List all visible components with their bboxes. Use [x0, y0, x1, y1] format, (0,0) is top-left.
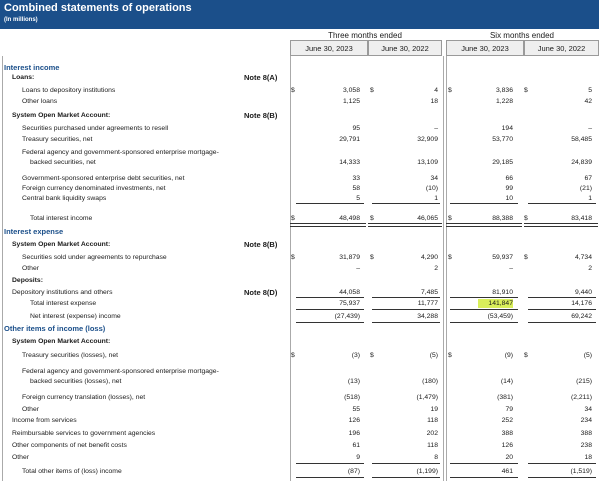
currency-symbol: $: [291, 215, 295, 222]
cell-value: 67: [584, 175, 592, 182]
cell-value: 2: [434, 265, 438, 272]
currency-symbol: $: [370, 215, 374, 222]
column-separator: [443, 56, 444, 481]
group-header-six-months: Six months ended: [489, 31, 555, 40]
subtotal-rule: [528, 297, 596, 298]
subtotal-rule: [450, 203, 518, 204]
cell-value: 7,485: [420, 289, 438, 296]
cell-value: –: [509, 265, 513, 272]
group-header-three-months: Three months ended: [328, 31, 402, 40]
subtotal-rule: [450, 309, 518, 310]
cell-value: 33: [352, 175, 360, 182]
currency-symbol: $: [291, 254, 295, 261]
cell-value: 34: [584, 406, 592, 413]
total-rule: [372, 477, 440, 478]
subtotal-rule: [372, 203, 440, 204]
row-label-net: Net interest (expense) income: [30, 313, 121, 320]
row-label: Reimbursable services to government agencies: [12, 430, 156, 437]
subtotal-rule: [296, 463, 364, 464]
cell-value: 18: [584, 454, 592, 461]
currency-symbol: $: [448, 215, 452, 222]
statement-subtitle: (In millions): [4, 17, 38, 23]
subtotal-rule: [296, 322, 364, 323]
cell-value: 19: [430, 406, 438, 413]
subtotal-rule: [528, 463, 596, 464]
row-label: Other loans: [22, 98, 58, 105]
cell-value: 4,734: [574, 254, 592, 261]
subtotal-rule: [372, 463, 440, 464]
currency-symbol: $: [448, 87, 452, 94]
cell-value: 234: [580, 417, 592, 424]
cell-value: 5: [356, 195, 360, 202]
cell-value: 10: [505, 195, 513, 202]
subtotal-rule: [372, 322, 440, 323]
row-label: Treasury securities (losses), net: [22, 352, 119, 359]
row-label: Securities purchased under agreements to resell: [22, 125, 169, 132]
cell-value: (5): [429, 352, 438, 359]
cell-value: (381): [497, 394, 513, 401]
cell-value: 13,109: [417, 159, 438, 166]
cell-value: (518): [344, 394, 360, 401]
subtotal-rule: [296, 297, 364, 298]
cell-value: 14,176: [571, 300, 592, 307]
cell-value: 75,937: [339, 300, 360, 307]
currency-symbol: $: [291, 87, 295, 94]
currency-symbol: $: [370, 352, 374, 359]
cell-value: 2: [588, 265, 592, 272]
cell-value: 44,058: [339, 289, 360, 296]
currency-symbol: $: [524, 254, 528, 261]
cell-value: 4,290: [420, 254, 438, 261]
column-header: June 30, 2023: [290, 40, 368, 56]
cell-value: 9: [356, 454, 360, 461]
cell-value: –: [588, 125, 592, 132]
subtotal-rule: [528, 203, 596, 204]
cell-value: 118: [427, 417, 438, 424]
cell-value: 3,836: [495, 87, 513, 94]
cell-value: (180): [422, 378, 438, 385]
row-label: Other: [12, 454, 29, 461]
row-label: Income from services: [12, 417, 77, 424]
row-label: Other: [22, 406, 39, 413]
cell-value: 238: [580, 442, 592, 449]
cell-value: 42: [584, 98, 592, 105]
cell-value: 1: [588, 195, 592, 202]
cell-value: (3): [351, 352, 360, 359]
cell-value: 14,333: [339, 159, 360, 166]
cell-value: 31,879: [339, 254, 360, 261]
cell-value: (21): [579, 185, 592, 192]
section-heading-interest-expense: Interest expense: [4, 227, 64, 236]
cell-value: (13): [347, 378, 360, 385]
cell-value: (27,439): [334, 313, 360, 320]
row-label-loans: Loans:: [12, 74, 35, 81]
total-double-rule: [290, 223, 366, 227]
cell-value: 3,058: [342, 87, 360, 94]
column-header: June 30, 2023: [446, 40, 524, 56]
cell-value: 34,288: [417, 313, 438, 320]
row-label-total: Total interest income: [30, 215, 93, 222]
cell-value: 29,185: [492, 159, 513, 166]
cell-value: 81,910: [492, 289, 513, 296]
cell-value: 66: [505, 175, 513, 182]
cell-value: 5: [588, 87, 592, 94]
subtotal-rule: [372, 297, 440, 298]
subtotal-rule: [450, 322, 518, 323]
cell-value: (1,199): [416, 468, 438, 475]
total-rule: [450, 477, 518, 478]
currency-symbol: $: [291, 352, 295, 359]
total-double-rule: [524, 223, 598, 227]
title-banner: [0, 0, 599, 29]
cell-value: (87): [347, 468, 360, 475]
row-label: Depository institutions and others: [12, 289, 113, 296]
cell-value: 18: [430, 98, 438, 105]
cell-value: 83,418: [571, 215, 592, 222]
column-separator: [446, 56, 447, 481]
currency-symbol: $: [524, 215, 528, 222]
cell-value: 32,909: [417, 136, 438, 143]
row-label: Treasury securities, net: [22, 136, 93, 143]
cell-value: (2,211): [570, 394, 592, 401]
column-header: June 30, 2022: [368, 40, 442, 56]
row-label-soma: System Open Market Account:: [12, 112, 111, 119]
cell-value: 61: [352, 442, 360, 449]
column-separator: [2, 56, 3, 481]
subtotal-rule: [296, 203, 364, 204]
row-label: backed securities, net: [30, 159, 96, 166]
note-reference: Note 8(B): [244, 240, 278, 249]
row-label: Other: [22, 265, 39, 272]
cell-value: 58: [352, 185, 360, 192]
currency-symbol: $: [448, 254, 452, 261]
subtotal-rule: [450, 297, 518, 298]
total-double-rule: [368, 223, 442, 227]
cell-value: 46,065: [417, 215, 438, 222]
row-label: Other components of net benefit costs: [12, 442, 127, 449]
cell-value: 126: [348, 417, 360, 424]
row-label-total: Total interest expense: [30, 300, 97, 307]
currency-symbol: $: [524, 87, 528, 94]
column-header: June 30, 2022: [524, 40, 599, 56]
cell-value: 202: [426, 430, 438, 437]
cell-value: 388: [501, 430, 513, 437]
cell-value: 1: [434, 195, 438, 202]
cell-value: (1,519): [570, 468, 592, 475]
cell-value: –: [356, 265, 360, 272]
cell-value: 55: [352, 406, 360, 413]
cell-value: 126: [501, 442, 513, 449]
cell-value: (9): [504, 352, 513, 359]
row-label-soma: System Open Market Account:: [12, 338, 111, 345]
cell-value: 99: [505, 185, 513, 192]
row-label: Central bank liquidity swaps: [22, 195, 107, 202]
cell-value: (215): [576, 378, 592, 385]
row-label: Federal agency and government-sponsored enterprise mortgage-: [22, 368, 219, 375]
note-reference: Note 8(D): [244, 288, 278, 297]
row-label-soma: System Open Market Account:: [12, 241, 111, 248]
row-label: Government-sponsored enterprise debt securities, net: [22, 175, 185, 182]
cell-value: 1,125: [342, 98, 360, 105]
cell-value: 88,388: [492, 215, 513, 222]
cell-value: 24,839: [571, 159, 592, 166]
cell-value: 194: [501, 125, 513, 132]
cell-value: (53,459): [487, 313, 513, 320]
statement-title: Combined statements of operations: [4, 2, 192, 14]
subtotal-rule: [372, 309, 440, 310]
cell-value: (14): [500, 378, 513, 385]
row-label: Loans to depository institutions: [22, 87, 116, 94]
row-label: Foreign currency denominated investments, net: [22, 185, 166, 192]
cell-value: 95: [352, 125, 360, 132]
row-label: Federal agency and government-sponsored enterprise mortgage-: [22, 149, 219, 156]
subtotal-rule: [528, 309, 596, 310]
cell-value: 196: [348, 430, 360, 437]
currency-symbol: $: [370, 254, 374, 261]
currency-symbol: $: [448, 352, 452, 359]
column-separator: [290, 56, 291, 481]
cell-value: 20: [505, 454, 513, 461]
section-heading-other-items: Other items of income (loss): [4, 324, 106, 333]
subtotal-rule: [528, 322, 596, 323]
cell-value: 58,485: [571, 136, 592, 143]
total-rule: [528, 477, 596, 478]
cell-value: 118: [427, 442, 438, 449]
cell-value: 8: [434, 454, 438, 461]
cell-value: 48,498: [339, 215, 360, 222]
subtotal-rule: [450, 463, 518, 464]
cell-value: 29,791: [339, 136, 360, 143]
note-reference: Note 8(B): [244, 111, 278, 120]
cell-value: 1,228: [495, 98, 513, 105]
cell-value: 11,777: [417, 300, 438, 307]
cell-value: 9,440: [574, 289, 592, 296]
cell-value: 53,770: [492, 136, 513, 143]
currency-symbol: $: [524, 352, 528, 359]
highlighted-cell-value: 141,847: [478, 299, 513, 308]
cell-value: 34: [430, 175, 438, 182]
cell-value: 59,937: [492, 254, 513, 261]
section-heading-interest-income: Interest income: [4, 63, 60, 72]
row-label-deposits: Deposits:: [12, 277, 43, 284]
cell-value: (1,479): [416, 394, 438, 401]
subtotal-rule: [296, 309, 364, 310]
total-rule: [296, 477, 364, 478]
total-double-rule: [446, 223, 522, 227]
cell-value: 252: [501, 417, 513, 424]
note-reference: Note 8(A): [244, 73, 278, 82]
cell-value: (5): [583, 352, 592, 359]
cell-value: 69,242: [571, 313, 592, 320]
row-label: Securities sold under agreements to repurchase: [22, 254, 167, 261]
row-label: backed securities (losses), net: [30, 378, 122, 385]
cell-value: 4: [434, 87, 438, 94]
currency-symbol: $: [370, 87, 374, 94]
cell-value: –: [434, 125, 438, 132]
cell-value: 79: [505, 406, 513, 413]
row-label: Foreign currency translation (losses), net: [22, 394, 146, 401]
cell-value: 388: [580, 430, 592, 437]
cell-value: (10): [425, 185, 438, 192]
row-label-total: Total other items of (loss) income: [22, 468, 122, 475]
cell-value: 461: [501, 468, 513, 475]
